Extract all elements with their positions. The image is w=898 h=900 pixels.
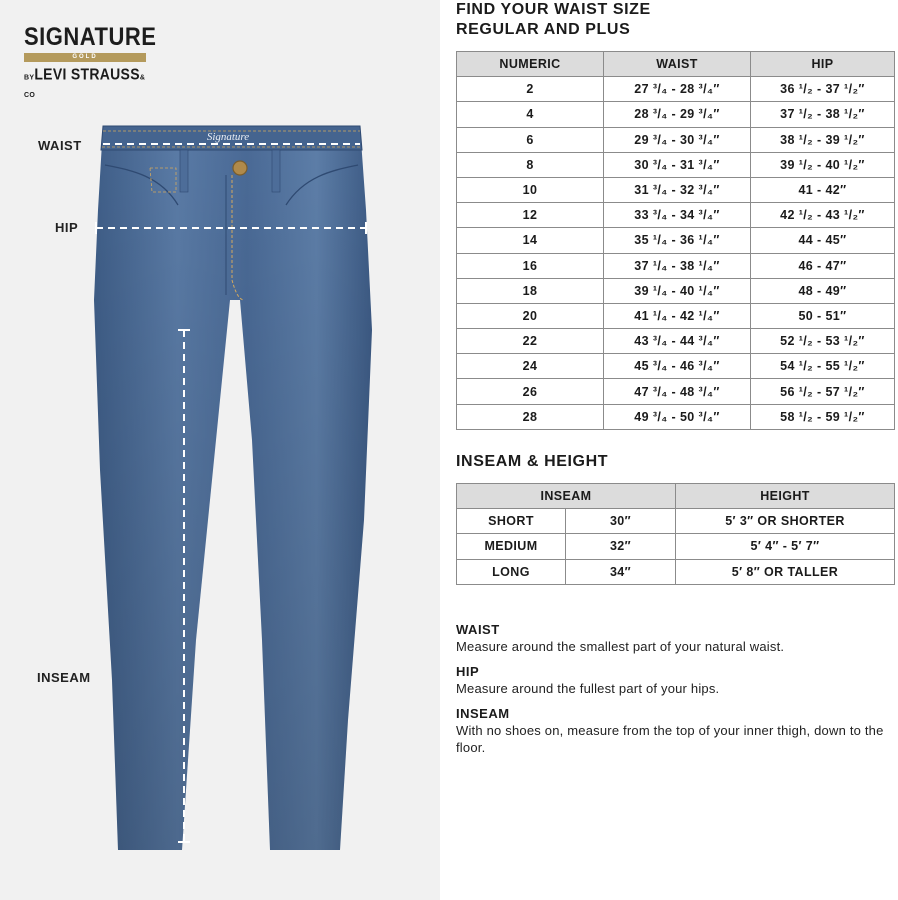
height-cell: 5′ 4″ - 5′ 7″ xyxy=(676,534,895,559)
size-numeric-cell: 6 xyxy=(457,127,604,152)
table-row xyxy=(457,559,895,584)
table-row xyxy=(457,534,895,559)
table-row xyxy=(457,127,895,152)
waist-label: WAIST xyxy=(38,138,82,153)
waist-size-subtitle: REGULAR AND PLUS xyxy=(456,21,631,38)
note-heading: WAIST xyxy=(456,622,500,637)
hip-label: HIP xyxy=(55,220,79,235)
jeans-patch-text: Signature xyxy=(206,131,250,143)
table-row xyxy=(457,77,895,102)
size-waist-cell: 37 ¹/₄ - 38 ¹/₄″ xyxy=(604,253,751,278)
size-numeric-cell: 12 xyxy=(457,203,604,228)
size-waist-cell: 45 ³/₄ - 46 ³/₄″ xyxy=(604,354,751,379)
list-item xyxy=(456,622,896,655)
size-waist-cell: 28 ³/₄ - 29 ³/₄″ xyxy=(604,102,751,127)
size-hip-cell: 39 ¹/₂ - 40 ¹/₂″ xyxy=(751,152,895,177)
size-waist-cell: 41 ¹/₄ - 42 ¹/₄″ xyxy=(604,303,751,328)
logo-maker-name: LEVI STRAUSS xyxy=(34,65,140,83)
note-text: Measure around the smallest part of your natural waist. xyxy=(456,639,785,654)
table-row xyxy=(457,509,895,534)
size-waist-cell: 29 ³/₄ - 30 ³/₄″ xyxy=(604,127,751,152)
header-waist: WAIST xyxy=(604,52,751,77)
header-inseam: INSEAM xyxy=(457,484,676,509)
size-numeric-cell: 2 xyxy=(457,77,604,102)
table-row xyxy=(457,177,895,202)
note-text: With no shoes on, measure from the top of your inner thigh, down to the floor. xyxy=(456,723,884,755)
logo-gold-band: GOLD xyxy=(24,53,146,62)
inseam-length-cell: 30″ xyxy=(566,509,676,534)
note-text: Measure around the fullest part of your hips. xyxy=(456,681,720,696)
table-row xyxy=(457,379,895,404)
size-hip-cell: 58 ¹/₂ - 59 ¹/₂″ xyxy=(751,404,895,429)
size-hip-cell: 54 ¹/₂ - 55 ¹/₂″ xyxy=(751,354,895,379)
list-item xyxy=(456,706,896,756)
inseam-length-name-cell: MEDIUM xyxy=(457,534,566,559)
table-row xyxy=(457,303,895,328)
size-waist-cell: 35 ¹/₄ - 36 ¹/₄″ xyxy=(604,228,751,253)
inseam-table-body xyxy=(457,509,895,585)
size-waist-cell: 31 ³/₄ - 32 ³/₄″ xyxy=(604,177,751,202)
inseam-height-table xyxy=(456,483,895,585)
inseam-label: INSEAM xyxy=(37,670,91,685)
size-numeric-cell: 16 xyxy=(457,253,604,278)
size-waist-cell: 49 ³/₄ - 50 ³/₄″ xyxy=(604,404,751,429)
note-heading: HIP xyxy=(456,664,480,679)
size-numeric-cell: 26 xyxy=(457,379,604,404)
inseam-height-title: INSEAM & HEIGHT xyxy=(456,453,609,470)
size-numeric-cell: 10 xyxy=(457,177,604,202)
size-waist-cell: 43 ³/₄ - 44 ³/₄″ xyxy=(604,329,751,354)
logo-suffix: & CO xyxy=(24,73,146,100)
inseam-length-name-cell: LONG xyxy=(457,559,566,584)
size-hip-cell: 46 - 47″ xyxy=(751,253,895,278)
table-row xyxy=(457,152,895,177)
logo-by: BY xyxy=(24,73,35,82)
table-row xyxy=(457,253,895,278)
header-hip: HIP xyxy=(751,52,895,77)
size-waist-cell: 27 ³/₄ - 28 ³/₄″ xyxy=(604,77,751,102)
size-hip-cell: 52 ¹/₂ - 53 ¹/₂″ xyxy=(751,329,895,354)
size-hip-cell: 37 ¹/₂ - 38 ¹/₂″ xyxy=(751,102,895,127)
waist-table-body xyxy=(457,77,895,430)
size-hip-cell: 56 ¹/₂ - 57 ¹/₂″ xyxy=(751,379,895,404)
size-waist-cell: 33 ³/₄ - 34 ³/₄″ xyxy=(604,203,751,228)
table-row xyxy=(457,404,895,429)
size-numeric-cell: 4 xyxy=(457,102,604,127)
size-numeric-cell: 28 xyxy=(457,404,604,429)
size-numeric-cell: 14 xyxy=(457,228,604,253)
inseam-length-cell: 34″ xyxy=(566,559,676,584)
size-hip-cell: 50 - 51″ xyxy=(751,303,895,328)
inseam-table-header xyxy=(457,484,895,509)
measurement-notes xyxy=(456,622,896,765)
logo-signature: SIGNATURE xyxy=(24,22,157,51)
size-hip-cell: 36 ¹/₂ - 37 ¹/₂″ xyxy=(751,77,895,102)
table-row xyxy=(457,102,895,127)
size-numeric-cell: 20 xyxy=(457,303,604,328)
size-numeric-cell: 24 xyxy=(457,354,604,379)
size-hip-cell: 41 - 42″ xyxy=(751,177,895,202)
height-cell: 5′ 3″ OR SHORTER xyxy=(676,509,895,534)
inseam-length-name-cell: SHORT xyxy=(457,509,566,534)
list-item xyxy=(456,664,896,697)
waist-table-header xyxy=(457,52,895,77)
inseam-length-cell: 32″ xyxy=(566,534,676,559)
size-hip-cell: 38 ¹/₂ - 39 ¹/₂″ xyxy=(751,127,895,152)
size-waist-cell: 30 ³/₄ - 31 ³/₄″ xyxy=(604,152,751,177)
size-waist-cell: 47 ³/₄ - 48 ³/₄″ xyxy=(604,379,751,404)
waist-size-title: FIND YOUR WAIST SIZE xyxy=(456,1,651,18)
size-numeric-cell: 8 xyxy=(457,152,604,177)
note-heading: INSEAM xyxy=(456,706,510,721)
height-cell: 5′ 8″ OR TALLER xyxy=(676,559,895,584)
size-numeric-cell: 18 xyxy=(457,278,604,303)
jeans-button xyxy=(233,161,247,175)
jeans-illustration xyxy=(0,0,440,900)
size-hip-cell: 48 - 49″ xyxy=(751,278,895,303)
header-height: HEIGHT xyxy=(676,484,895,509)
size-hip-cell: 44 - 45″ xyxy=(751,228,895,253)
waist-size-table xyxy=(456,51,895,430)
table-row xyxy=(457,203,895,228)
size-waist-cell: 39 ¹/₄ - 40 ¹/₄″ xyxy=(604,278,751,303)
header-numeric: NUMERIC xyxy=(457,52,604,77)
table-row xyxy=(457,354,895,379)
table-row xyxy=(457,329,895,354)
product-image-panel xyxy=(0,0,440,900)
size-numeric-cell: 22 xyxy=(457,329,604,354)
size-hip-cell: 42 ¹/₂ - 43 ¹/₂″ xyxy=(751,203,895,228)
table-row xyxy=(457,228,895,253)
table-row xyxy=(457,278,895,303)
